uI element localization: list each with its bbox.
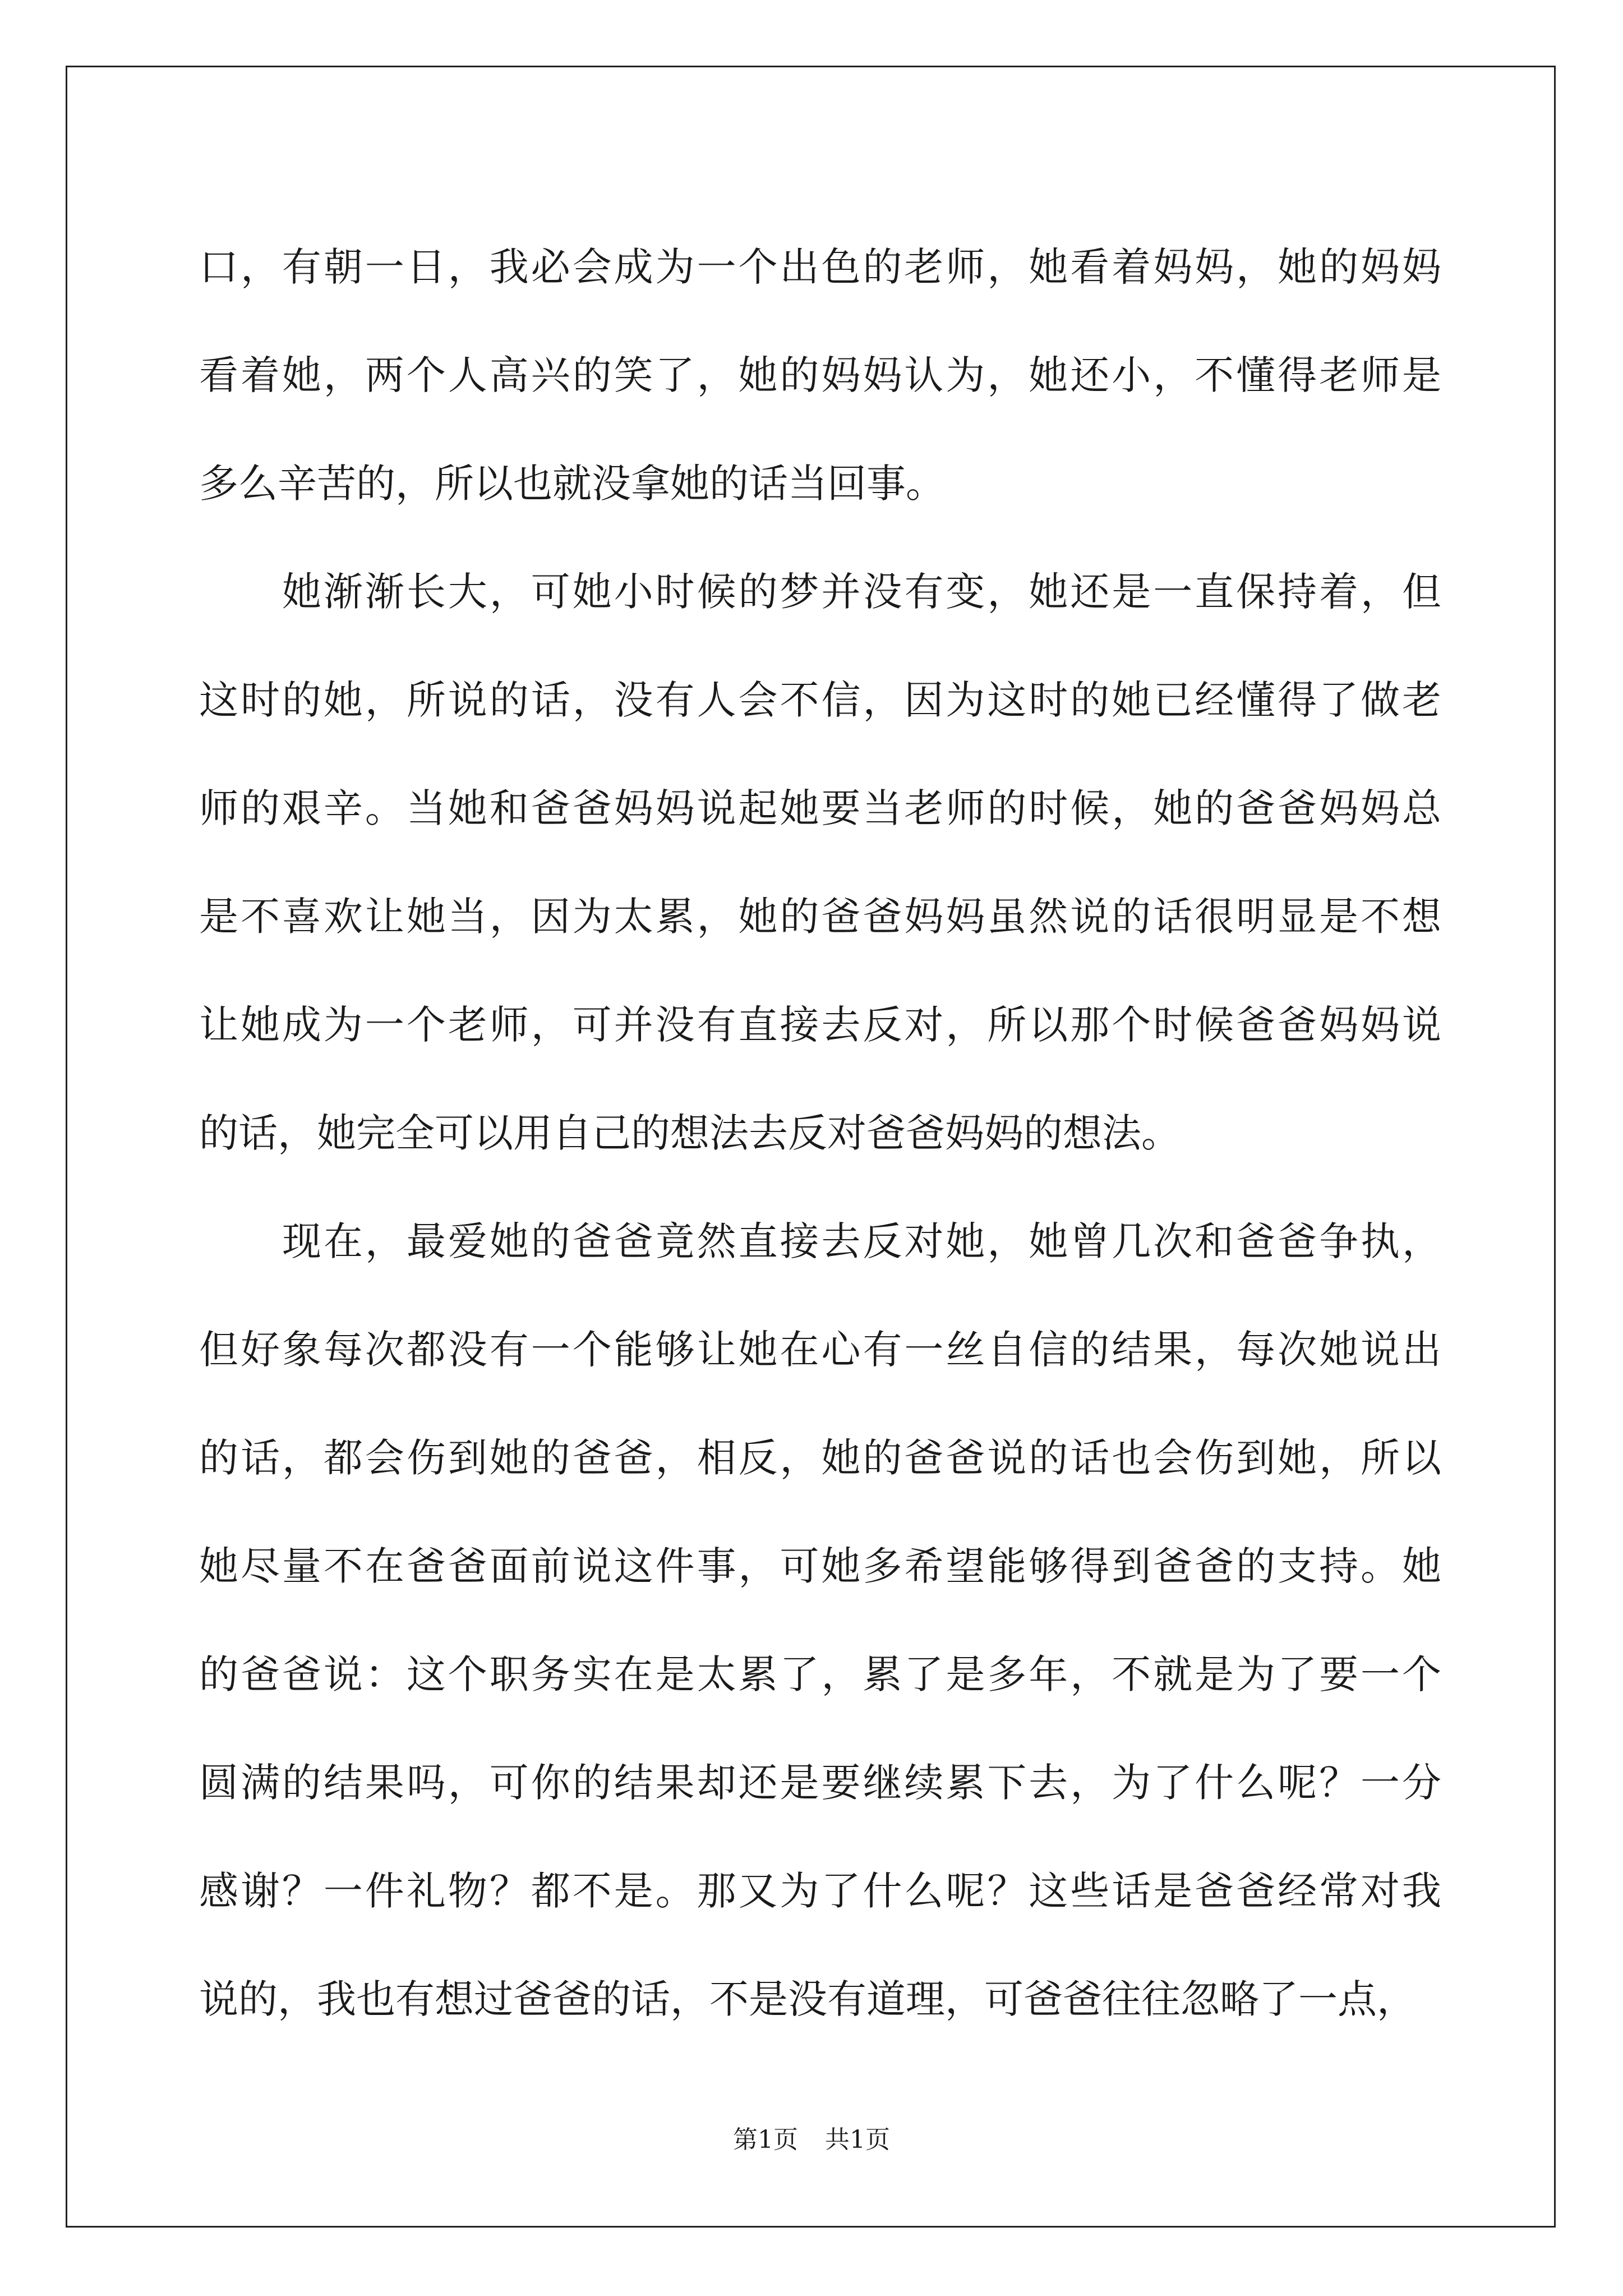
text-line: 感谢？一件礼物？都不是。那又为了什么呢？这些话是爸爸经常对我 — [199, 1868, 1441, 1914]
text-line: 口，有朝一日，我必会成为一个出色的老师，她看着妈妈，她的妈妈 — [199, 244, 1441, 290]
page-total: 共1页 — [825, 2125, 890, 2154]
text-line: 看着她，两个人高兴的笑了，她的妈妈认为，她还小，不懂得老师是 — [199, 352, 1441, 398]
text-line: 但好象每次都没有一个能够让她在心有一丝自信的结果，每次她说出 — [199, 1327, 1441, 1373]
text-line: 的话，都会伤到她的爸爸，相反，她的爸爸说的话也会伤到她，所以 — [199, 1435, 1441, 1481]
text-line: 的爸爸说：这个职务实在是太累了，累了是多年，不就是为了要一个 — [199, 1651, 1441, 1697]
text-line: 多么辛苦的，所以也就没拿她的话当回事。 — [199, 461, 945, 507]
text-line: 的话，她完全可以用自己的想法去反对爸爸妈妈的想法。 — [199, 1110, 1181, 1156]
text-line: 这时的她，所说的话，没有人会不信，因为这时的她已经懂得了做老 — [199, 677, 1441, 723]
text-line: 让她成为一个老师，可并没有直接去反对，所以那个时候爸爸妈妈说 — [199, 1002, 1441, 1048]
text-line: 现在，最爱她的爸爸竟然直接去反对她，她曾几次和爸爸争执， — [282, 1218, 1441, 1264]
document-body — [199, 213, 1441, 2054]
page-footer — [0, 2123, 1623, 2157]
text-line: 是不喜欢让她当，因为太累，她的爸爸妈妈虽然说的话很明显是不想 — [199, 894, 1441, 940]
text-line: 她渐渐长大，可她小时候的梦并没有变，她还是一直保持着，但 — [282, 569, 1441, 615]
text-line: 她尽量不在爸爸面前说这件事，可她多希望能够得到爸爸的支持。她 — [199, 1543, 1441, 1589]
text-line: 师的艰辛。当她和爸爸妈妈说起她要当老师的时候，她的爸爸妈妈总 — [199, 785, 1441, 831]
text-line: 说的，我也有想过爸爸的话，不是没有道理，可爸爸往往忽略了一点， — [199, 1976, 1416, 2022]
text-line: 圆满的结果吗，可你的结果却还是要继续累下去，为了什么呢？一分 — [199, 1760, 1441, 1806]
page-number: 第1页 — [733, 2125, 798, 2154]
